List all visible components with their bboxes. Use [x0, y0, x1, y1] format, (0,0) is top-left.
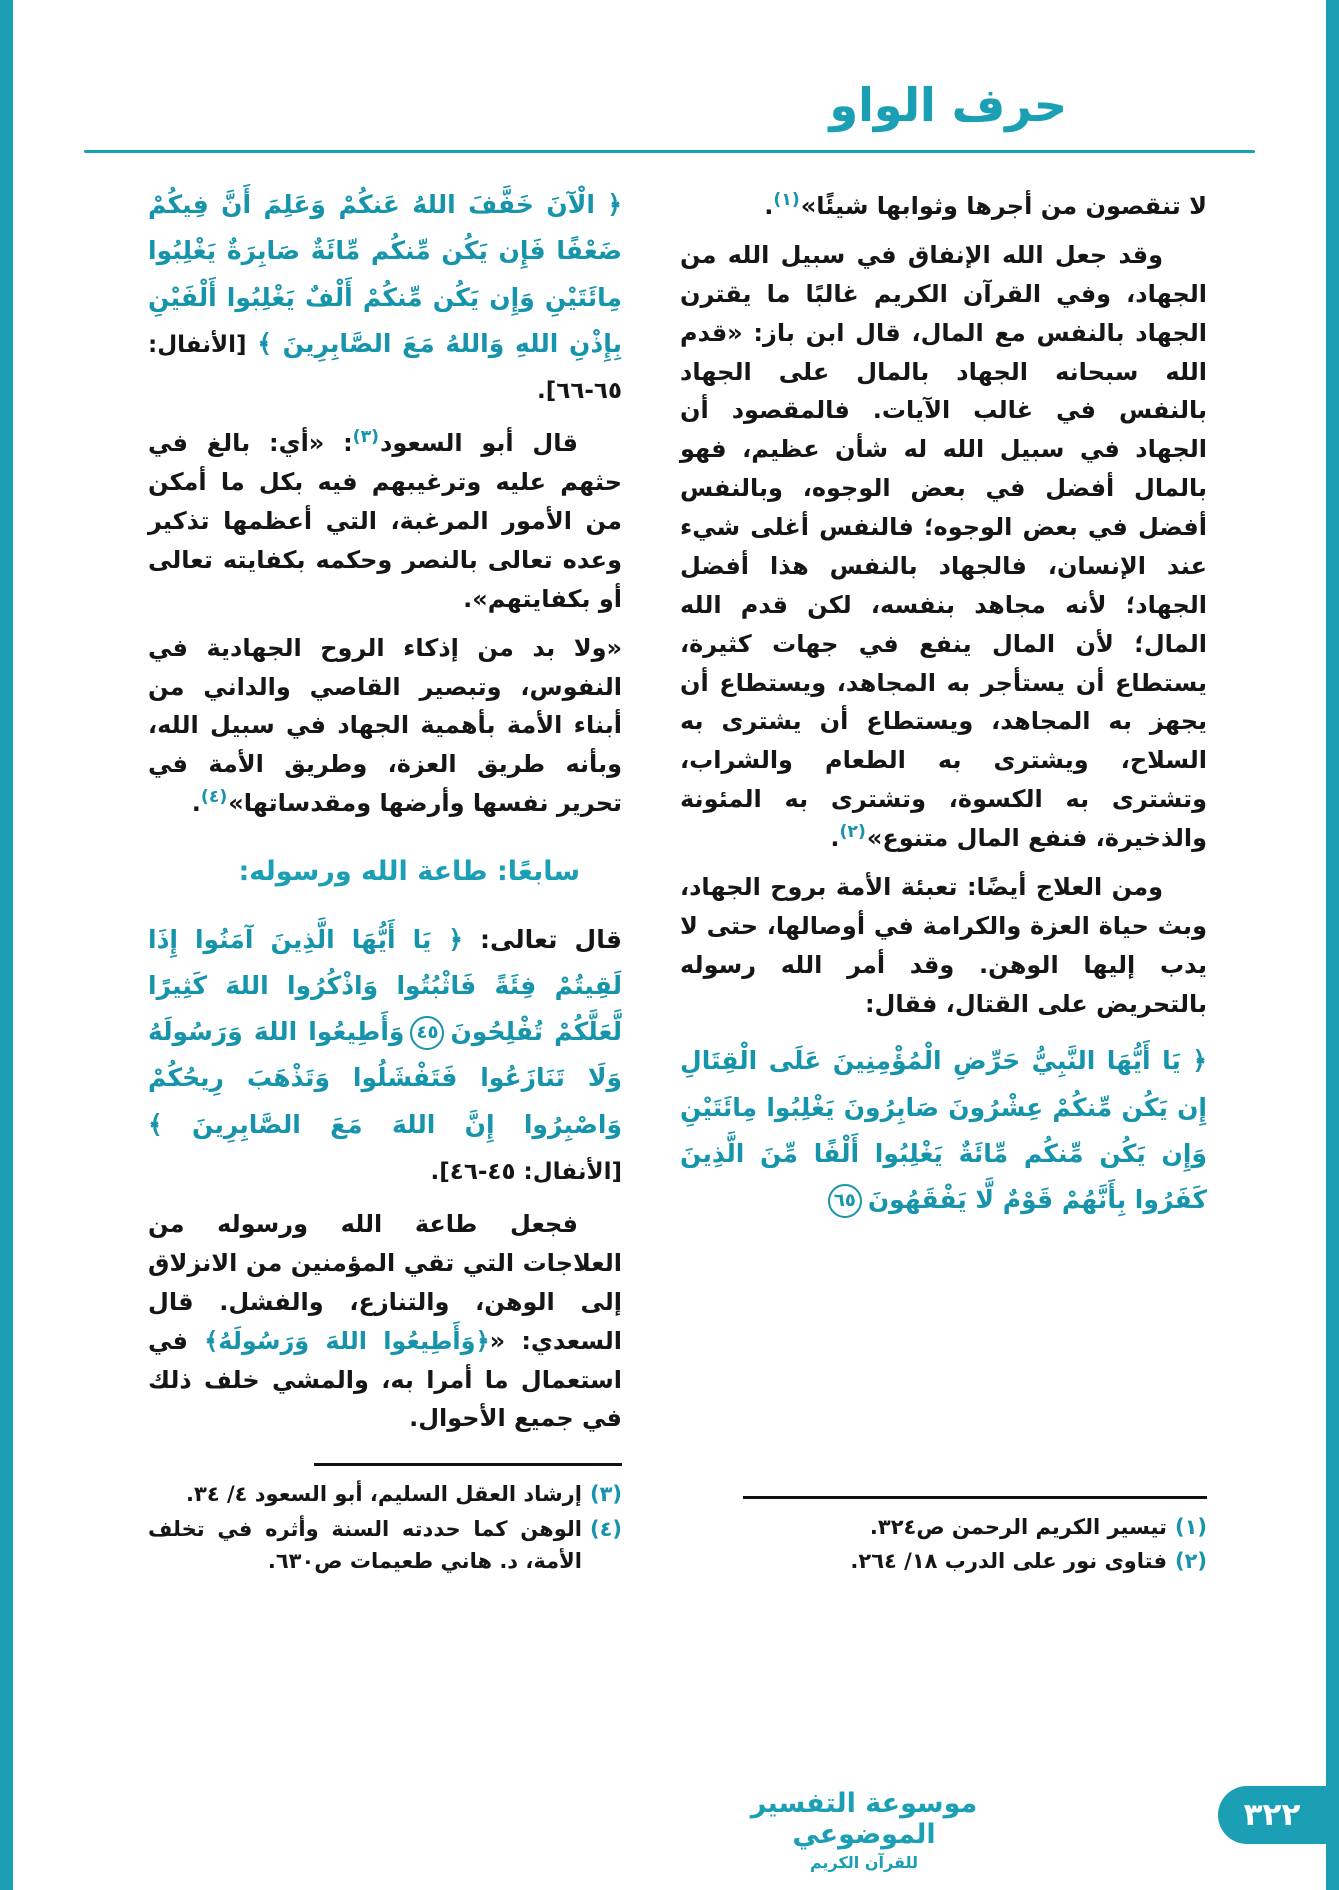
- ayah-number-ornament: ٦٥: [828, 1184, 862, 1218]
- footnotes-left: [148, 1443, 622, 1580]
- verse-reference: [الأنفال: ٤٥-٤٦].: [430, 1158, 622, 1185]
- paragraph: [148, 424, 622, 618]
- verse-text: وَأَطِيعُوا اللهَ وَرَسُولَهُ وَلَا تَنَازَعُوا فَتَفْشَلُوا وَتَذْهَبَ رِيحُكُمْ وَاصْبِرُوا إِنَّ اللهَ مَعَ الصَّابِرِينَ ﴾: [148, 1017, 622, 1139]
- footnote-marker: (٣): [352, 427, 380, 448]
- paragraph-text: ومن العلاج أيضًا: تعبئة الأمة بروح الجهاد، وبث حياة العزة والكرامة في أوصالها، حتى لا يدب إليها الوهن. وقد أمر الله رسوله بالتحريض على القتال، فقال:: [680, 872, 1207, 1018]
- footnote-item: [148, 1478, 622, 1511]
- paragraph-text: «ولا بد من إذكاء الروح الجهادية في النفوس، وتبصير القاصي والداني من أبناء الأمة بأهمية الجهاد في سبيل الله، وبأنه طريق العزة، وطريق الأمة في تحرير نفسها وأرضها ومقدساتها»: [148, 633, 622, 818]
- paragraph-text: وقد جعل الله الإنفاق في سبيل الله من الجهاد، وفي القرآن الكريم غالبًا ما يقترن الجهاد بالنفس مع المال، قال ابن باز: «قدم الله سبحانه الجهاد بالمال على الجهاد بالنفس في غالب الآيات. فالمقصود أن الجهاد في سبيل الله له شأن عظيم، فهو بالمال أفضل في بعض الوجوه، وبالنفس أفضل في بعض الوجوه؛ فالنفس أغلى شيء عند الإنسان، فالجهاد بالنفس هذا أفضل الجهاد؛ لأنه مجاهد بنفسه، لكن قدم الله المال؛ لأن المال ينفع في جهات كثيرة، يستطاع أن يستأجر به المجاهد، ويستطاع أن يجهز به المجاهد، ويستطاع أن يشترى به السلاح، ويشترى به الطعام والشراب، وتشترى به الكسوة، وتشترى به المئونة والذخيرة، فنفع المال متنوع»: [680, 240, 1207, 852]
- right-column: [680, 182, 1207, 1580]
- paragraph-text: .: [191, 789, 201, 818]
- logo-subtitle: للقرآن الكريم: [809, 1852, 919, 1872]
- text-columns: [142, 182, 1207, 1580]
- paragraph: [680, 187, 1207, 226]
- paragraph-text: في استعمال ما أمرا به، والمشي خلف ذلك في جميع الأحوال.: [148, 1326, 622, 1433]
- footnotes-right: [680, 1476, 1207, 1580]
- footnote-number: (٤): [589, 1516, 622, 1541]
- footnote-marker: (٢): [839, 822, 866, 842]
- footnote-marker: (٤): [200, 787, 228, 808]
- paragraph-text: لا تنقصون من أجرها وثوابها شيئًا»: [800, 192, 1207, 220]
- section-heading: سابعًا: طاعة الله ورسوله:: [238, 856, 580, 887]
- footnote-text: إرشاد العقل السليم، أبو السعود ٤/ ٣٤.: [186, 1482, 582, 1507]
- footnote-text: تيسير الكريم الرحمن ص٣٢٤.: [869, 1514, 1167, 1539]
- footnote-text: فتاوى نور على الدرب ١٨/ ٢٦٤.: [850, 1549, 1167, 1574]
- paragraph-text: قال أبو السعود: [380, 429, 578, 458]
- quran-verse: [680, 1038, 1207, 1223]
- footnote-item: [680, 1545, 1207, 1578]
- paragraph-text: فجعل طاعة الله ورسوله من العلاجات التي تقي المؤمنين من الانزلاق إلى الوهن، والتنازع، والفشل. قال السعدي: «: [148, 1210, 622, 1355]
- footnote-number: (٢): [1174, 1549, 1207, 1574]
- quran-verse: [148, 917, 622, 1195]
- logo-title: موسوعة التفسير الموضوعي: [750, 1787, 978, 1850]
- inline-quran-quote: ﴿وَأَطِيعُوا اللهَ وَرَسُولَهُ﴾: [204, 1326, 490, 1355]
- publisher-calligraphy-logo: [749, 1788, 979, 1872]
- page-number-badge: ٣٢٢: [1218, 1786, 1326, 1844]
- paragraph-text: .: [764, 192, 774, 220]
- verse-text: ﴿ يَا أَيُّهَا الَّذِينَ آمَنُوا إِذَا لَقِيتُمْ فِئَةً فَاثْبُتُوا وَاذْكُرُوا اللهَ كَثِيرًا لَّعَلَّكُمْ تُفْلِحُونَ: [148, 924, 622, 1046]
- footnote-item: [680, 1511, 1207, 1544]
- paragraph-text: : «أي: بالغ في حثهم عليه وترغيبهم فيه بكل ما أمكن من الأمور المرغبة، التي أعظمها تذكير وعده تعالى بالنصر وحكمه بكفايته تعالى أو بكفايتهم».: [148, 429, 622, 613]
- footnote-text: الوهن كما حددته السنة وأثره في تخلف الأمة، د. هاني طعيمات ص٦٣٠.: [148, 1516, 582, 1574]
- verse-reference: [الأنفال: ٦٥-٦٦].: [148, 331, 622, 404]
- paragraph: [148, 1205, 622, 1438]
- paragraph: [680, 868, 1207, 1024]
- footnote-number: (٣): [589, 1482, 622, 1507]
- footnote-number: (١): [1174, 1514, 1207, 1539]
- footnote-marker: (١): [773, 190, 800, 210]
- quran-verse: [148, 182, 622, 413]
- chapter-header-calligraphy: حرف الواو: [829, 78, 1067, 132]
- footnote-item: [148, 1513, 622, 1578]
- left-edge-bar: [0, 0, 13, 1890]
- paragraph: [148, 629, 622, 823]
- verse-lead: قال تعالى:: [463, 924, 622, 954]
- verse-text: ﴿ يَا أَيُّهَا النَّبِيُّ حَرِّضِ الْمُؤْمِنِينَ عَلَى الْقِتَالِ إِن يَكُن مِّنكُمْ عِشْرُونَ صَابِرُونَ يَغْلِبُوا مِائَتَيْنِ وَإِن يَكُن مِّنكُم مِّائَةٌ يَغْلِبُوا أَلْفًا مِّنَ الَّذِينَ كَفَرُوا بِأَنَّهُمْ قَوْمٌ لَّا يَفْقَهُونَ: [680, 1046, 1207, 1215]
- header-rule: [84, 150, 1255, 153]
- left-column: [148, 182, 622, 1580]
- footnote-rule: [314, 1463, 622, 1466]
- ayah-number-ornament: ٤٥: [410, 1016, 444, 1050]
- paragraph-text: .: [830, 824, 840, 852]
- verse-text: ﴿ الْآنَ خَفَّفَ اللهُ عَنكُمْ وَعَلِمَ أَنَّ فِيكُمْ ضَعْفًا فَإِن يَكُن مِّنكُم مِّائَةٌ صَابِرَةٌ يَغْلِبُوا مِائَتَيْنِ وَإِن يَكُن مِّنكُمْ أَلْفٌ يَغْلِبُوا أَلْفَيْنِ بِإِذْنِ اللهِ وَاللهُ مَعَ الصَّابِرِينَ ﴾: [148, 190, 622, 358]
- right-edge-bar: [1326, 0, 1339, 1890]
- footnote-rule: [743, 1496, 1207, 1499]
- paragraph: [680, 236, 1207, 858]
